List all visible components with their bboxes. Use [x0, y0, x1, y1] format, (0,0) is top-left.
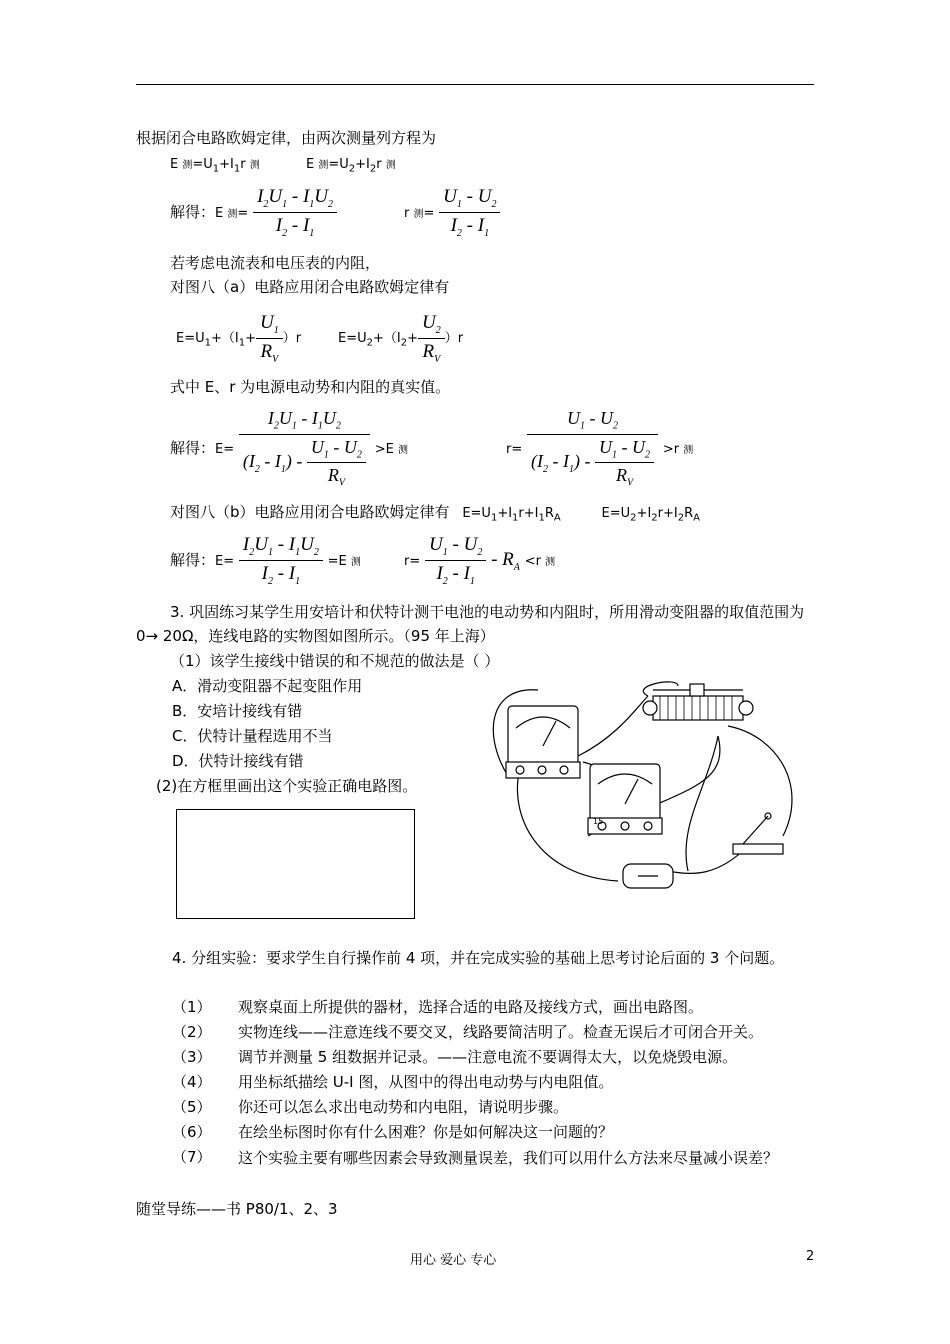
practice-text: 随堂导练——书 P80/1、2、3 — [136, 1200, 338, 1218]
solution-1: 解得：E 测= $\frac{I_2U_1 - I_1U_2}{I_2 - I_1}$ — [170, 186, 337, 239]
solution-2-r: r= $U_1 - U_2$ $(I_2 - I_1)$ - $\frac{U_1 - U_2}{R_V}$ >r 测 — [506, 408, 694, 489]
svg-text:15: 15 — [593, 817, 604, 826]
option-a: A．滑动变阻器不起变阻作用 — [172, 677, 363, 695]
solution-2-e: 解得：E= $I_2U_1 - I_1U_2$ $(I_2 - I_1)$ - $\frac{U_1 - U_2}{R_V}$ >E 测 — [170, 408, 408, 489]
q4-item-7: （7） — [172, 1148, 212, 1166]
equation-1a: E 测$=U_1+I_1r$ 测 — [170, 157, 260, 175]
intro-text: 根据闭合电路欧姆定律，由两次测量列方程为 — [136, 129, 437, 147]
q4-item-2-text: 实物连线——注意连线不要交叉，线路要简洁明了。检查无误后才可闭合开关。 — [238, 1023, 764, 1041]
q4-item-6-text: 在绘坐标图时你有什么困难？你是如何解决这一问题的？ — [238, 1123, 614, 1141]
consider-text: 若考虑电流表和电压表的内阻， — [170, 254, 381, 272]
option-d: D．伏特计接线有错 — [172, 752, 304, 770]
q4-item-4: （4） — [172, 1073, 212, 1091]
q4-item-3: （3） — [172, 1048, 212, 1066]
fig8a-text: 对图八（a）电路应用闭合电路欧姆定律有 — [170, 278, 450, 296]
q4-item-7-text: 这个实验主要有哪些因素会导致测量误差，我们可以用什么方法来尽量减小误差？ — [238, 1149, 779, 1167]
solution-1-r: r 测= $\frac{U_1 - U_2}{I_2 - I_1}$ — [404, 186, 500, 239]
option-c: C．伏特计量程选用不当 — [172, 727, 333, 745]
option-b: B．安培计接线有错 — [172, 702, 303, 720]
q4-item-3-text: 调节并测量 5 组数据并记录。——注意电流不要调得太大，以免烧毁电源。 — [238, 1048, 738, 1066]
q4-item-2: （2） — [172, 1023, 212, 1041]
equation-8a-2: $E=U_2+(I_2+$ $\frac{U_2}{R_V}$ ）r — [338, 312, 464, 365]
question-3-sub1: （1）该学生接线中错误的和不规范的做法是（ ） — [170, 652, 500, 670]
header-rule — [136, 84, 814, 85]
equation-8a-1: $E=U_1+(I_1+$ $\frac{U_1}{R_V}$ ）r — [176, 312, 302, 365]
question-3-sub2: (2)在方框里画出这个实验正确电路图。 — [156, 777, 418, 795]
fraction-r-measured: $\frac{U_1 - U_2}{I_2 - I_1}$ — [439, 186, 500, 239]
true-values-text: 式中 E、r 为电源电动势和内阻的真实值。 — [170, 378, 451, 396]
question-4-text: 4. 分组实验：要求学生自行操作前 4 项，并在完成实验的基础上思考讨论后面的 3 个问题。 — [172, 949, 785, 967]
q4-item-4-text: 用坐标纸描绘 U-I 图，从图中的得出电动势与内电阻值。 — [238, 1073, 614, 1091]
fig8b-text: 对图八（b）电路应用闭合电路欧姆定律有 $E=U_1+I_1r+I_1R_A$ $E=U_2+I_2r+I_2R_A$ — [170, 503, 700, 524]
equation-1b: E 测$=U_2+I_2r$ 测 — [306, 157, 396, 175]
q4-item-6: （6） — [172, 1123, 212, 1141]
q4-item-5-text: 你还可以怎么求出电动势和内电阻，请说明步骤。 — [238, 1098, 569, 1116]
q4-item-5: （5） — [172, 1098, 212, 1116]
q4-item-1-text: 观察桌面上所提供的器材，选择合适的电路及接线方式，画出电路图。 — [238, 998, 704, 1016]
solution-3-e: 解得：E= $\frac{I_2U_1 - I_1U_2}{I_2 - I_1}$ =E 测 — [170, 534, 361, 587]
answer-box[interactable] — [176, 809, 415, 919]
circuit-illustration — [478, 676, 818, 896]
page-number: 2 — [806, 1249, 815, 1264]
question-3-text: 3. 巩固练习某学生用安培计和伏特计测干电池的电动势和内阻时，所用滑动变阻器的取值范围为0→ 20Ω，连线电路的实物图如图所示。（95 年上海） — [136, 603, 805, 645]
solution-3-r: r= $\frac{U_1 - U_2}{I_2 - I_1}$ - $R_A <r$ 测 — [404, 534, 556, 587]
solve-label: 解得： — [170, 202, 216, 221]
footer-text: 用心 爱心 专心 — [410, 1253, 497, 1268]
q4-item-1: （1） — [172, 998, 212, 1016]
fraction-e-measured: $\frac{I_2U_1 - I_1U_2}{I_2 - I_1}$ — [253, 186, 337, 239]
